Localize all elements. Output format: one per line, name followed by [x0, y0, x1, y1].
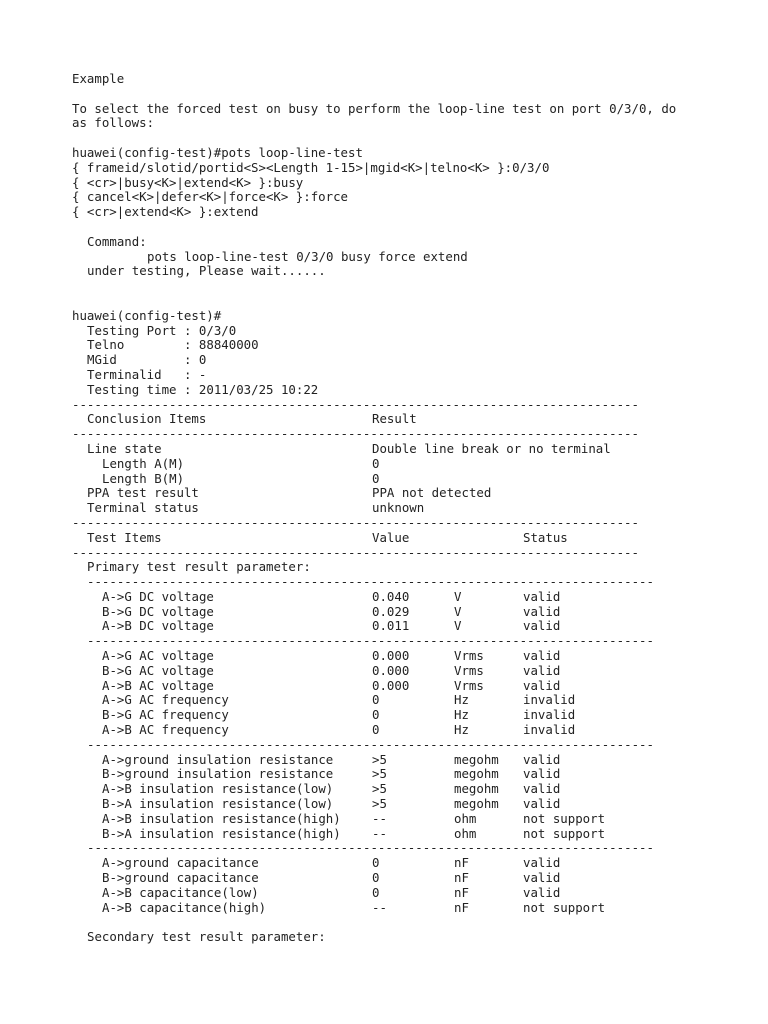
test-info-line: Terminalid : -	[87, 366, 207, 382]
divider: ----------------------------------------------------------------------------	[72, 515, 639, 530]
test-info-block	[72, 324, 712, 398]
conclusion-item: PPA test result	[87, 485, 199, 501]
test-status: not support	[523, 825, 606, 841]
test-status: valid	[523, 751, 561, 767]
test-row	[72, 679, 712, 694]
test-item: B->G DC voltage	[102, 603, 214, 619]
conclusion-item: Length A(M)	[102, 455, 185, 471]
test-status: valid	[523, 603, 561, 619]
intro-paragraph: To select the forced test on busy to perform the loop-line test on port 0/3/0, do as follows:	[72, 100, 677, 131]
test-status: not support	[523, 899, 606, 915]
test-value: >5	[372, 781, 387, 797]
group-divider: ----------------------------------------------------------------------------	[87, 575, 654, 590]
test-results-table	[72, 575, 712, 915]
test-row	[72, 753, 712, 768]
test-unit: Hz	[454, 692, 469, 708]
conclusion-row	[72, 442, 712, 457]
test-unit: megohm	[454, 766, 499, 782]
test-info-line: MGid : 0	[87, 352, 207, 368]
test-unit: ohm	[454, 825, 477, 841]
test-status: invalid	[523, 722, 576, 738]
conclusion-result: PPA not detected	[372, 485, 492, 501]
conclusion-result: 0	[372, 455, 380, 471]
test-item: A->ground capacitance	[102, 855, 259, 871]
test-row	[72, 649, 712, 664]
conclusion-items-header: Conclusion Items	[87, 411, 207, 427]
test-row	[72, 827, 712, 842]
test-item: A->G AC frequency	[102, 692, 229, 708]
test-value: 0.000	[372, 677, 410, 693]
test-unit: nF	[454, 884, 469, 900]
test-unit: ohm	[454, 810, 477, 826]
test-value: 0.040	[372, 588, 410, 604]
test-item: B->G AC voltage	[102, 662, 214, 678]
command-text: pots loop-line-test 0/3/0 busy force extend	[147, 248, 468, 264]
test-item: B->ground capacitance	[102, 870, 259, 886]
test-info-line: Testing Port : 0/3/0	[87, 322, 237, 338]
test-row	[72, 856, 712, 871]
test-value: 0.000	[372, 662, 410, 678]
test-unit: megohm	[454, 796, 499, 812]
test-status: valid	[523, 677, 561, 693]
test-row	[72, 871, 712, 886]
test-item: A->ground insulation resistance	[102, 751, 334, 767]
test-value: >5	[372, 766, 387, 782]
test-unit: nF	[454, 870, 469, 886]
conclusion-row	[72, 501, 712, 516]
test-item: B->A insulation resistance(low)	[102, 796, 334, 812]
cli-param-line: { <cr>|busy<K>|extend<K> }:busy	[72, 174, 304, 190]
test-status: valid	[523, 588, 561, 604]
document-page	[72, 72, 712, 945]
conclusion-row	[72, 472, 712, 487]
test-unit: Vrms	[454, 648, 484, 664]
test-row	[72, 797, 712, 812]
test-status: valid	[523, 766, 561, 782]
status-header: Status	[523, 529, 568, 545]
test-unit: V	[454, 588, 462, 604]
test-row	[72, 693, 712, 708]
cli-command-line: huawei(config-test)#pots loop-line-test	[72, 144, 363, 160]
test-value: 0.011	[372, 618, 410, 634]
test-item: B->ground insulation resistance	[102, 766, 334, 782]
test-status: valid	[523, 662, 561, 678]
conclusion-result: 0	[372, 470, 380, 486]
test-unit: megohm	[454, 781, 499, 797]
test-status: valid	[523, 884, 561, 900]
test-row	[72, 901, 712, 916]
test-unit: Hz	[454, 722, 469, 738]
test-value: >5	[372, 751, 387, 767]
test-value: 0	[372, 692, 380, 708]
test-unit: Hz	[454, 707, 469, 723]
test-info-line: Testing time : 2011/03/25 10:22	[87, 381, 319, 397]
test-item: A->B insulation resistance(high)	[102, 810, 341, 826]
result-header: Result	[372, 411, 417, 427]
test-unit: megohm	[454, 751, 499, 767]
cli-prompt: huawei(config-test)#	[72, 307, 222, 323]
test-status: valid	[523, 855, 561, 871]
test-row	[72, 590, 712, 605]
test-value: --	[372, 825, 387, 841]
divider: ----------------------------------------------------------------------------	[72, 427, 639, 442]
conclusion-row	[72, 486, 712, 501]
conclusion-item: Terminal status	[87, 500, 199, 516]
test-status: invalid	[523, 707, 576, 723]
conclusion-row	[72, 457, 712, 472]
test-row	[72, 619, 712, 634]
test-row	[72, 886, 712, 901]
test-value: --	[372, 899, 387, 915]
test-unit: nF	[454, 899, 469, 915]
test-row	[72, 708, 712, 723]
group-divider: ----------------------------------------------------------------------------	[87, 634, 654, 649]
test-row	[72, 782, 712, 797]
test-item: A->B AC frequency	[102, 722, 229, 738]
test-unit: V	[454, 618, 462, 634]
test-item: A->B AC voltage	[102, 677, 214, 693]
group-divider: ----------------------------------------------------------------------------	[87, 841, 654, 856]
test-status: valid	[523, 648, 561, 664]
test-row	[72, 664, 712, 679]
test-item: A->B insulation resistance(low)	[102, 781, 334, 797]
test-row	[72, 812, 712, 827]
test-item: A->B capacitance(high)	[102, 899, 267, 915]
test-item: A->G DC voltage	[102, 588, 214, 604]
test-row	[72, 605, 712, 620]
test-value: 0.000	[372, 648, 410, 664]
test-value: 0	[372, 707, 380, 723]
conclusion-result: Double line break or no terminal	[372, 440, 611, 456]
cli-param-line: { frameid/slotid/portid<S><Length 1-15>|mgid<K>|telno<K> }:0/3/0	[72, 159, 550, 175]
test-row	[72, 767, 712, 782]
test-status: not support	[523, 810, 606, 826]
test-status: valid	[523, 618, 561, 634]
test-row	[72, 723, 712, 738]
test-item: A->B capacitance(low)	[102, 884, 259, 900]
wait-message: under testing, Please wait......	[87, 263, 326, 279]
test-status: valid	[523, 870, 561, 886]
value-header: Value	[372, 529, 410, 545]
test-status: valid	[523, 796, 561, 812]
test-value: 0	[372, 722, 380, 738]
test-value: 0	[372, 855, 380, 871]
test-item: B->G AC frequency	[102, 707, 229, 723]
cli-param-line: { <cr>|extend<K> }:extend	[72, 204, 259, 220]
test-items-header-label: Test Items	[87, 529, 162, 545]
test-status: invalid	[523, 692, 576, 708]
conclusion-result: unknown	[372, 500, 425, 516]
test-status: valid	[523, 781, 561, 797]
test-item: A->G AC voltage	[102, 648, 214, 664]
test-value: 0	[372, 884, 380, 900]
primary-section-label: Primary test result parameter:	[87, 559, 311, 575]
test-item: A->B DC voltage	[102, 618, 214, 634]
test-item: B->A insulation resistance(high)	[102, 825, 341, 841]
test-items-header	[72, 531, 712, 546]
test-value: 0.029	[372, 603, 410, 619]
conclusion-item: Length B(M)	[102, 470, 185, 486]
test-value: --	[372, 810, 387, 826]
test-unit: Vrms	[454, 677, 484, 693]
test-info-line: Telno : 88840000	[87, 337, 259, 353]
divider: ----------------------------------------------------------------------------	[72, 397, 639, 412]
conclusion-header	[72, 412, 712, 427]
test-unit: nF	[454, 855, 469, 871]
divider: ----------------------------------------------------------------------------	[72, 545, 639, 560]
group-divider: ----------------------------------------------------------------------------	[87, 737, 654, 752]
cli-param-line: { cancel<K>|defer<K>|force<K> }:force	[72, 189, 349, 205]
test-value: >5	[372, 796, 387, 812]
test-unit: V	[454, 603, 462, 619]
test-unit: Vrms	[454, 662, 484, 678]
test-value: 0	[372, 870, 380, 886]
conclusion-table	[72, 442, 712, 516]
example-heading: Example	[72, 71, 125, 86]
secondary-section-label: Secondary test result parameter:	[87, 929, 326, 945]
conclusion-item: Line state	[87, 440, 162, 456]
command-label: Command:	[87, 233, 147, 249]
